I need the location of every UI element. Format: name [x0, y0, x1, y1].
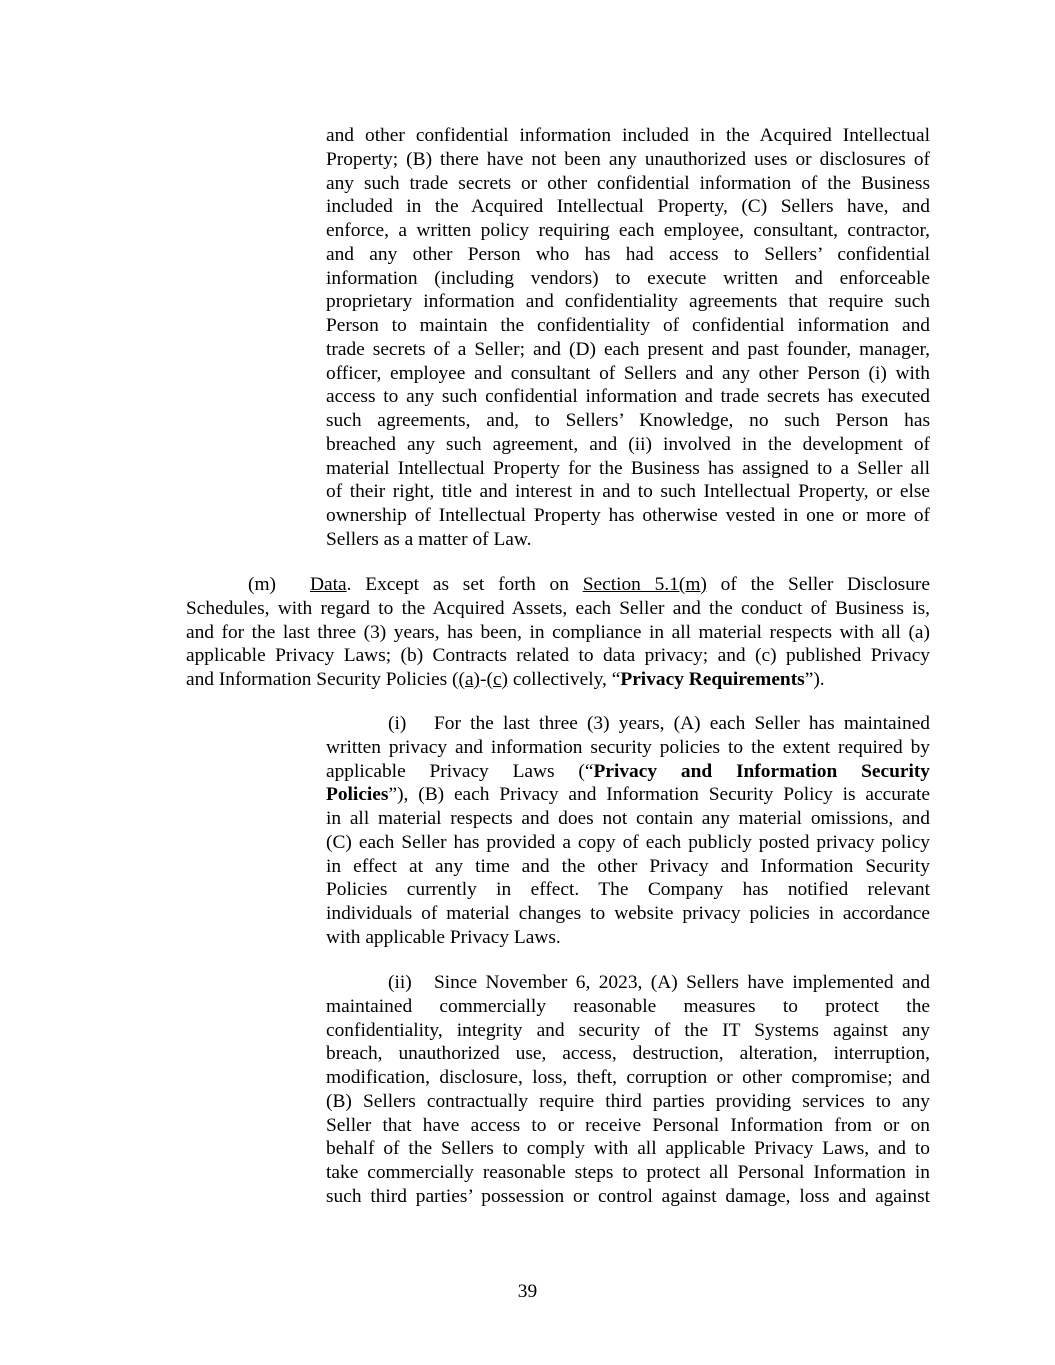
- subsection-ii-first-line: [326, 971, 930, 995]
- subsection-ii-label: (ii): [388, 972, 412, 993]
- text-fragment: collectively, “: [508, 669, 621, 690]
- text-fragment: ”), (B) each Privacy and Information Security Policy is accurate: [388, 784, 930, 806]
- subsection-i-line: [326, 760, 930, 784]
- text-line: maintained commercially reasonable measures to protect the: [326, 995, 930, 1017]
- text-line: Policies currently in effect. The Company has notified relevant: [326, 879, 930, 901]
- paragraph-l-continuation: [326, 124, 930, 552]
- text-line: individuals of material changes to website privacy policies in accordance: [326, 903, 930, 924]
- text-line: and for the last three (3) years, has been, in compliance in all material respects with all (a): [186, 621, 930, 643]
- text-line: Schedules, with regard to the Acquired Assets, each Seller and the conduct of Business is,: [186, 597, 930, 619]
- text-line: with applicable Privacy Laws.: [326, 926, 561, 948]
- section-m-label: (m): [248, 574, 276, 595]
- text-line: of their right, title and interest in and to such Intellectual Property, or else: [326, 481, 930, 503]
- section-m-data: [186, 573, 930, 692]
- text-line: Property; (B) there have not been any unauthorized uses or disclosures of: [326, 148, 930, 170]
- section-reference: Section 5.1(m): [582, 574, 707, 595]
- section-m-text: . Except as set forth on: [346, 574, 583, 595]
- text-line: and other confidential information included in the Acquired Intellectual: [326, 125, 930, 146]
- text-line: breach, unauthorized use, access, destruction, alteration, interruption,: [326, 1043, 930, 1065]
- text-line: (B) Sellers contractually require third parties providing services to any: [326, 1090, 930, 1112]
- text-fragment: -: [480, 669, 487, 690]
- subsection-m-ii: [326, 971, 930, 1209]
- text-line: (C) each Seller has provided a copy of each publicly posted privacy policy: [326, 831, 930, 853]
- text-line: applicable Privacy Laws; (b) Contracts related to data privacy; and (c) published Privacy: [186, 645, 930, 667]
- text-line: Seller that have access to or receive Personal Information from or on: [326, 1114, 930, 1136]
- text-line: proprietary information and confidentiality agreements that require such: [326, 291, 930, 313]
- text-fragment: ”).: [804, 669, 825, 690]
- defined-term: Policies: [326, 784, 389, 806]
- text-line: material Intellectual Property for the Business has assigned to a Seller all: [326, 457, 930, 479]
- text-line: trade secrets of a Seller; and (D) each present and past founder, manager,: [326, 338, 930, 360]
- text-line: take commercially reasonable steps to protect all Personal Information in: [326, 1162, 930, 1183]
- text-line: confidentiality, integrity and security of the IT Systems against any: [326, 1019, 930, 1041]
- text-line: ownership of Intellectual Property has otherwise vested in one or more of: [326, 505, 930, 526]
- text-fragment: Since November 6, 2023, (A) Sellers have implemented and: [434, 972, 930, 993]
- text-line: any such trade secrets or other confidential information of the Business: [326, 172, 930, 194]
- text-line: in effect at any time and the other Privacy and Information Security: [326, 855, 930, 877]
- text-line: included in the Acquired Intellectual Property, (C) Sellers have, and: [326, 196, 930, 218]
- subsection-i-first-line: [326, 712, 930, 736]
- section-m-text: of the Seller Disclosure: [706, 574, 930, 595]
- text-fragment: For the last three (3) years, (A) each Seller has maintained: [434, 713, 930, 734]
- section-m-last-line: [186, 668, 930, 692]
- text-line: breached any such agreement, and (ii) involved in the development of: [326, 433, 930, 455]
- text-line: information (including vendors) to execute written and enforceable: [326, 267, 930, 289]
- subsection-i-label: (i): [388, 713, 407, 734]
- text-line: officer, employee and consultant of Sellers and any other Person (i) with: [326, 362, 930, 384]
- text-fragment: applicable Privacy Laws (“: [326, 760, 594, 782]
- text-line: such agreements, and, to Sellers’ Knowledge, no such Person has: [326, 410, 930, 431]
- clause-reference-a: (a): [458, 669, 481, 690]
- section-m-first-line: [186, 573, 930, 597]
- text-line: behalf of the Sellers to comply with all applicable Privacy Laws, and to: [326, 1138, 930, 1160]
- defined-term: Privacy and Information Security: [593, 760, 931, 782]
- text-line: modification, disclosure, loss, theft, corruption or other compromise; and: [326, 1067, 930, 1088]
- text-line: in all material respects and does not contain any material omissions, and: [326, 808, 930, 829]
- text-line: Person to maintain the confidentiality of confidential information and: [326, 315, 930, 336]
- page-number: 39: [517, 1281, 538, 1302]
- text-line: access to any such confidential information and trade secrets has executed: [326, 386, 930, 408]
- clause-reference-c: (c): [486, 669, 509, 690]
- defined-term: Privacy Requirements: [620, 669, 805, 690]
- text-line: written privacy and information security policies to the extent required by: [326, 736, 930, 758]
- text-line: such third parties’ possession or control against damage, loss and against: [326, 1185, 930, 1207]
- text-line: enforce, a written policy requiring each employee, consultant, contractor,: [326, 220, 930, 241]
- text-fragment: and Information Security Policies (: [186, 669, 459, 690]
- subsection-i-line: [326, 783, 930, 807]
- text-line: and any other Person who has had access to Sellers’ confidential: [326, 243, 930, 265]
- section-m-heading: Data: [310, 574, 347, 595]
- text-line: Sellers as a matter of Law.: [326, 528, 532, 550]
- subsection-m-i: [326, 712, 930, 950]
